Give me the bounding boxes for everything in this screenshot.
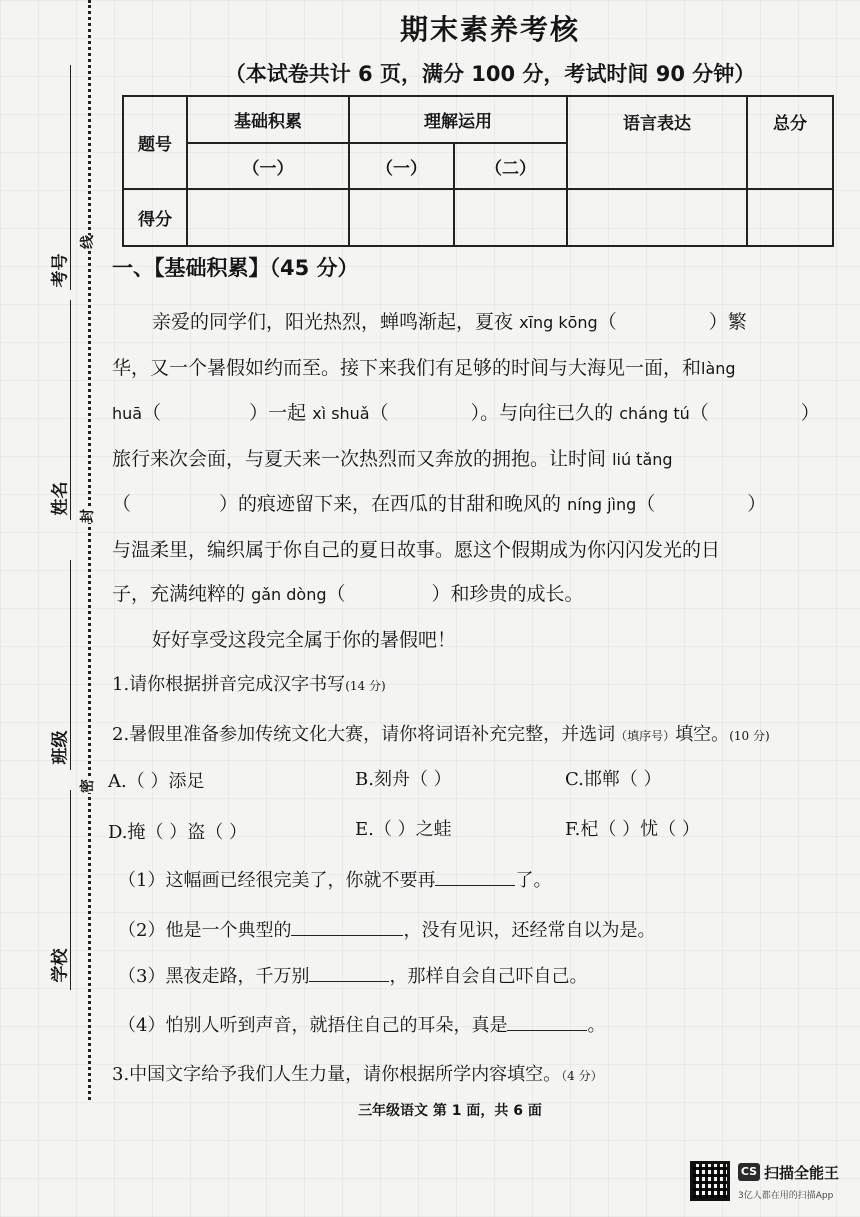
text: 子，充满纯粹的 <box>112 583 246 605</box>
passage <box>112 300 837 662</box>
passage-line-3: huā（ ）一起 xì shuǎ（ ）。与向往已久的 cháng tú（ ） <box>112 402 820 424</box>
passage-line-7: 子，充满纯粹的 gǎn dòng（ ）和珍贵的成长。 <box>112 583 584 605</box>
pinyin: làng <box>701 358 736 378</box>
option-b[interactable]: B.刻舟（ ） <box>355 769 452 790</box>
question-score: （4 分） <box>561 1069 603 1083</box>
question-3 <box>112 1060 603 1086</box>
question-text: 2.暑假里准备参加传统文化大赛，请你将词语补充完整，并选词 <box>112 724 616 745</box>
question-text: 3.中国文字给予我们人生力量，请你根据所学内容填空。 <box>112 1064 562 1085</box>
class-line <box>70 560 71 770</box>
passage-line-4 <box>112 437 837 483</box>
text: 亲爱的同学们，阳光热烈，蝉鸣渐起，夏夜 <box>152 311 514 333</box>
exam-title: 期末素养考核 <box>399 13 580 46</box>
scanner-tagline: 3亿人都在用的扫描App <box>738 1191 834 1201</box>
express-header: 语言表达 <box>567 96 747 189</box>
binding-dotted-line <box>88 0 91 1100</box>
score-cell-total[interactable] <box>747 189 833 246</box>
score-row-label: 得分 <box>123 189 187 246</box>
sentence-text: （4）怕别人听到声音，就捂住自己的耳朵，真是 <box>118 1015 508 1036</box>
question-1 <box>112 670 386 696</box>
passage-line-6 <box>112 528 837 573</box>
pinyin: xīng kōng <box>519 313 598 332</box>
class-label: 班级 <box>50 730 71 765</box>
sentence-1 <box>118 866 551 892</box>
pinyin: gǎn dòng <box>251 585 327 604</box>
question-score: (14 分) <box>345 679 386 693</box>
option-d[interactable]: D.掩（ ）盗（ ） <box>108 822 247 843</box>
text: 华，又一个暑假如约而至。接下来我们有足够的时间与大海见一面，和 <box>112 356 702 379</box>
score-cell-understand-2[interactable] <box>454 189 567 246</box>
seal-char-line: 线 <box>77 235 97 249</box>
question-2 <box>112 720 770 746</box>
basic-header: 基础积累 <box>187 96 349 143</box>
score-table <box>122 95 834 247</box>
fill-blank[interactable] <box>507 1013 587 1031</box>
question-score: (10 分) <box>729 729 770 743</box>
basic-sub-1: （一） <box>187 143 349 189</box>
score-cell-understand-1[interactable] <box>349 189 454 246</box>
sentence-text: ，那样自会自己吓自己。 <box>389 966 588 987</box>
item-number-header: 题号 <box>123 96 187 189</box>
section-1-heading: 一、【基础积累】（45 分） <box>112 256 359 280</box>
fill-blank[interactable] <box>291 918 403 936</box>
sentence-text: （3）黑夜走路，千万别 <box>118 966 310 987</box>
pinyin: níng jìng <box>567 495 637 514</box>
option-f[interactable]: F.杞（ ）忧（ ） <box>565 819 700 840</box>
fill-blank[interactable] <box>309 964 389 982</box>
school-label: 学校 <box>50 948 71 983</box>
exam-subtitle: （本试卷共计 6 页，满分 100 分，考试时间 90 分钟） <box>224 62 756 86</box>
sentence-3 <box>118 962 587 988</box>
text: 一起 <box>268 402 307 424</box>
text: 和珍贵的成长。 <box>450 583 584 605</box>
passage-closing: 好好享受这段完全属于你的暑假吧！ <box>152 628 457 651</box>
sentence-text: 。 <box>587 1015 606 1036</box>
question-note: （填序号） <box>615 729 676 743</box>
understand-sub-2: （二） <box>454 143 567 189</box>
name-label: 姓名 <box>50 481 71 516</box>
passage-line-1: 亲爱的同学们，阳光热烈，蝉鸣渐起，夏夜 xīng kōng（ ）繁 <box>152 311 747 333</box>
text: 繁 <box>727 311 747 333</box>
text: 的痕迹留下来，在西瓜的甘甜和晚风的 <box>238 493 562 515</box>
school-line <box>70 790 71 990</box>
pinyin: liú tǎng <box>612 449 673 469</box>
sentence-4 <box>118 1011 605 1037</box>
total-header: 总分 <box>747 96 833 189</box>
pinyin: cháng tú <box>619 404 690 423</box>
option-e[interactable]: E.（ ）之蛙 <box>355 819 452 840</box>
passage-line-2 <box>112 346 837 392</box>
text: 旅行来次会面，与夏天来一次热烈而又奔放的拥抱。让时间 <box>112 447 607 470</box>
exam-number-line <box>70 65 71 290</box>
pinyin: xì shuǎ <box>312 404 370 423</box>
seal-char-seal: 封 <box>77 509 97 523</box>
passage-line-5: （ ）的痕迹留下来，在西瓜的甘甜和晚风的 níng jìng（ ） <box>112 493 767 515</box>
page-footer: 三年级语文 第 1 面，共 6 面 <box>358 1103 542 1119</box>
question-text: 1.请你根据拼音完成汉字书写 <box>112 674 346 695</box>
sentence-text: ，没有见识，还经常自以为是。 <box>403 920 656 941</box>
seal-char-secret: 密 <box>77 779 97 793</box>
text: 与温柔里，编织属于你自己的夏日故事。愿这个假期成为你闪闪发光的日 <box>112 538 721 561</box>
option-a[interactable]: A.（ ）添足 <box>108 771 205 792</box>
name-line <box>70 300 71 520</box>
scanner-logo-icon: CS <box>738 1163 760 1181</box>
understand-header: 理解运用 <box>349 96 567 143</box>
qr-code-icon <box>690 1161 730 1201</box>
sentence-text: 了。 <box>515 870 552 891</box>
exam-number-label: 考号 <box>50 253 71 288</box>
score-cell-express[interactable] <box>567 189 747 246</box>
sentence-text: （1）这幅画已经很完美了，你就不要再 <box>118 870 436 891</box>
fill-blank[interactable] <box>435 868 515 886</box>
question-text: 填空。 <box>675 724 730 745</box>
score-cell-basic[interactable] <box>187 189 349 246</box>
pinyin: huā <box>112 404 143 423</box>
sentence-text: （2）他是一个典型的 <box>118 920 292 941</box>
scanner-app-name: 扫描全能王 <box>764 1164 840 1182</box>
option-c[interactable]: C.邯郸（ ） <box>565 769 662 790</box>
understand-sub-1: （一） <box>349 143 454 189</box>
sentence-2 <box>118 916 655 942</box>
text: 。与向往已久的 <box>480 402 614 424</box>
